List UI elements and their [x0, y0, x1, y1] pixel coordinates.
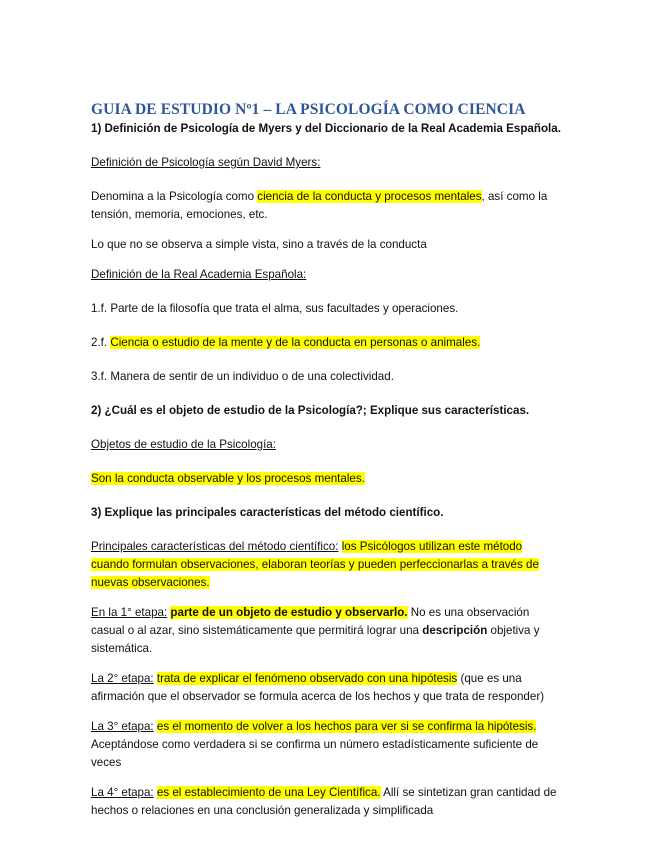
stage-3-highlight: es el momento de volver a los hechos para ver si se confirma la hipótesis.	[156, 720, 537, 733]
stage-1-paragraph	[91, 604, 561, 658]
rae-2-prefix: 2.f.	[91, 336, 111, 349]
question-2: 2) ¿Cuál es el objeto de estudio de la Psicología?; Explique sus características.	[91, 404, 530, 417]
stage-4-paragraph	[91, 784, 561, 820]
document-title: GUIA DE ESTUDIO Nº1 – LA PSICOLOGÍA COMO CIENCIA	[91, 101, 526, 118]
stage-4-label: La 4° etapa:	[91, 786, 154, 799]
document-page	[91, 100, 561, 820]
stage-1-text-a: No es una observación casual o al azar, sino sistemáticamente que permitirá lograr una	[91, 606, 530, 637]
rae-definition-3: 3.f. Manera de sentir de un individuo o de una colectividad.	[91, 370, 394, 383]
method-highlight: los Psicólogos utilizan este método cuando formulan observaciones, elaboran teorías y pueden perfeccionarlas a través de nuevas observaciones.	[91, 540, 539, 589]
objects-highlight: Son la conducta observable y los procesos mentales.	[91, 472, 365, 485]
myers-p1-text-a: Denomina a la Psicología como	[91, 190, 258, 203]
rae-definition-1: 1.f. Parte de la filosofía que trata el alma, sus facultades y operaciones.	[91, 302, 459, 315]
rae-heading: Definición de la Real Academia Española:	[91, 268, 307, 281]
myers-p1-text-b: , así como la tensión, memoria, emociones, etc.	[91, 190, 548, 221]
myers-paragraph-1	[91, 188, 561, 224]
stage-3-label: La 3° etapa:	[91, 720, 154, 733]
myers-paragraph-2: Lo que no se observa a simple vista, sino a través de la conducta	[91, 238, 427, 251]
method-paragraph	[91, 538, 561, 592]
rae-2-highlight: Ciencia o estudio de la mente y de la conducta en personas o animales.	[110, 336, 481, 349]
stage-3-paragraph	[91, 718, 561, 772]
question-3: 3) Explique las principales características del método científico.	[91, 506, 444, 519]
stage-3-text: Aceptándose como verdadera si se confirma un número estadísticamente suficiente de veces	[91, 738, 539, 769]
objects-heading: Objetos de estudio de la Psicología:	[91, 438, 276, 451]
stage-4-highlight: es el establecimiento de una Ley Científica.	[156, 786, 381, 799]
stage-1-bold: descripción	[422, 624, 488, 637]
stage-4-text: Allí se sintetizan gran cantidad de hechos o relaciones en una conclusión generalizada y simplificada	[91, 786, 557, 817]
myers-heading: Definición de Psicología según David Myers:	[91, 156, 321, 169]
stage-2-paragraph	[91, 670, 561, 706]
objects-answer	[91, 470, 561, 488]
method-label: Principales características del método científico:	[91, 540, 339, 553]
stage-1-highlight: parte de un objeto de estudio y observarlo.	[170, 606, 408, 619]
stage-1-label: En la 1° etapa:	[91, 606, 168, 619]
rae-definition-2	[91, 334, 561, 352]
myers-p1-highlight: ciencia de la conducta y procesos mentales	[257, 190, 482, 203]
question-1: 1) Definición de Psicología de Myers y del Diccionario de la Real Academia Española.	[91, 122, 561, 135]
stage-2-label: La 2° etapa:	[91, 672, 154, 685]
stage-1-text-c: objetiva y sistemática.	[91, 624, 540, 655]
stage-2-highlight: trata de explicar el fenómeno observado con una hipótesis	[156, 672, 458, 685]
stage-2-text: (que es una afirmación que el observador se formula acerca de los hechos y que trata de responder)	[91, 672, 545, 703]
